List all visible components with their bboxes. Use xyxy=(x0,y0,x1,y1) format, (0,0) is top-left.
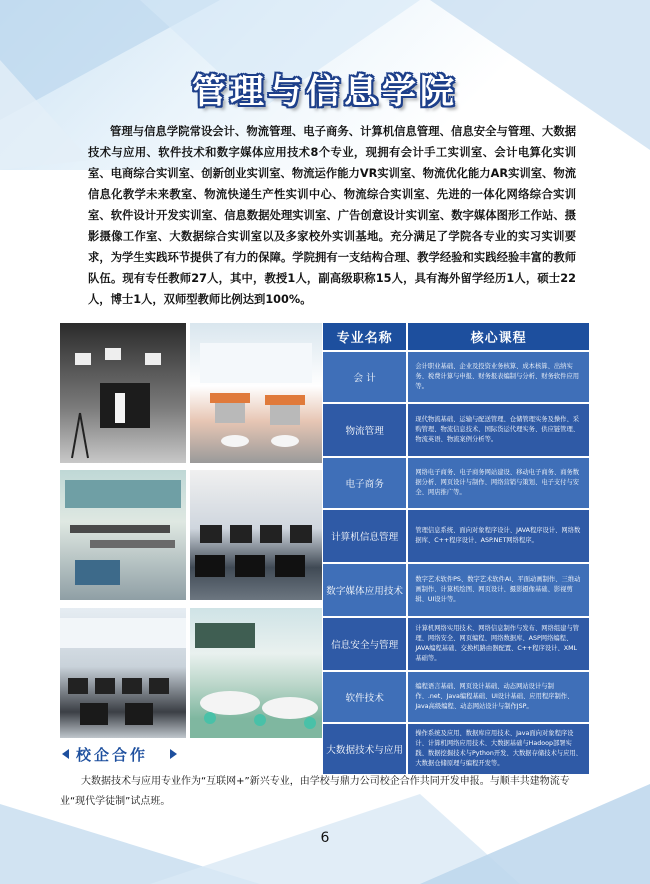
course-cell: 现代物流基础、运输与配送管理、仓储管理实务及操作、采购管理、物流信息技术、国际货运代理实务、供应链管理、物流英语、物流案例分析等。 xyxy=(408,404,589,456)
table-header xyxy=(323,323,589,350)
major-cell: 数字媒体应用技术 xyxy=(323,564,408,616)
course-cell: 管理信息系统、面向对象程序设计、JAVA程序设计、网络数据库、C++程序设计、ASP.NET网络程序。 xyxy=(408,510,589,562)
coop-paragraph: 大数据技术与应用专业作为“互联网+”新兴专业，由学校与鼎力公司校企合作共同开发申报。与顺丰共建物流专业“现代学徒制”试点班。 xyxy=(60,776,570,807)
major-cell: 会 计 xyxy=(323,352,408,402)
table-row xyxy=(323,404,589,456)
table-row xyxy=(323,458,589,508)
course-cell: 计算机网络实用技术、网络信息制作与发布、网络组建与管理、网络安全、网页编程、网络数据库、ASP网络编程、JAVA编程基础、交换机路由器配置、C++程序设计、XML基础等。 xyxy=(408,618,589,670)
course-cell: 网络电子商务、电子商务网站建设、移动电子商务、商务数据分析、网页设计与制作、网络营销与策划、电子支付与安全、网店推广等。 xyxy=(408,458,589,508)
major-cell: 信息安全与管理 xyxy=(323,618,408,670)
course-cell: 操作系统及应用、数据库应用技术、Java面向对象程序设计、计算机网络应用技术、大数据基础与Hadoop部署实践、数据挖掘技术与Python开发、大数据存储技术与应用、大数据仓储原理与编程开发等。 xyxy=(408,724,589,774)
photo-grid xyxy=(60,323,322,738)
group-lab-photo xyxy=(190,608,322,738)
studio-photo xyxy=(60,323,186,463)
major-course-table xyxy=(323,323,589,774)
major-cell: 电子商务 xyxy=(323,458,408,508)
page-number: 6 xyxy=(320,830,330,846)
intro-paragraph: 管理与信息学院常设会计、物流管理、电子商务、计算机信息管理、信息安全与管理、大数据技术与应用、软件技术和数字媒体应用技术8个专业，现拥有会计手工实训室、会计电算化实训室、电商综合实训室、创新创业实训室、物流运作能力VR实训室、物流优化能力AR实训室、物流信息化教学未来教室、物流快递生产性实训中心、物流综合实训室、先进的一体化网络综合实训室、软件设计开发实训室、信息数据处理实训室、广告创意设计实训室、数字媒体图形工作站、摄影摄像工作室、大数据综合实训室以及多家校外实训基地。充分满足了学院各专业的实习实训要求，为学生实践环节提供了有力的保障。学院拥有一支结构合理、教学经验和实践经验丰富的教师队伍。现有专任教师27人，其中，教授1人，副高级职称15人，具有海外留学经历1人，硕士22人，博士1人，双师型教师比例达到100%。 xyxy=(88,125,576,306)
computer-room-photo xyxy=(60,608,186,738)
classroom-photo xyxy=(190,323,322,463)
course-cell: 编程语言基础、网页设计基础、动态网站设计与制作、.net、Java编程基础、UI设计基础、应用程序制作、Java高级编程、动态网站设计与制作JSP。 xyxy=(408,672,589,722)
page-title: 管理与信息学院 xyxy=(192,72,458,112)
right-triangle-icon xyxy=(170,749,177,759)
course-cell: 会计职业基础、企业及投资业务核算、成本核算、出纳实务、税费计算与申报、财务报表编制与分析、财务软件应用等。 xyxy=(408,352,589,402)
course-cell: 数字艺术软件PS、数字艺术软件AI、平面动画制作、三维动画制作、计算机绘图、网页设计、摄影摄像基础、影视剪辑、UI设计等。 xyxy=(408,564,589,616)
coop-heading: 校企合作 xyxy=(76,746,149,764)
table-row xyxy=(323,672,589,722)
header-courses: 核心课程 xyxy=(408,323,589,350)
major-cell: 大数据技术与应用 xyxy=(323,724,408,774)
major-cell: 软件技术 xyxy=(323,672,408,722)
table-row xyxy=(323,510,589,562)
table-row xyxy=(323,352,589,402)
major-cell: 物流管理 xyxy=(323,404,408,456)
table-row xyxy=(323,618,589,670)
computer-lab-photo xyxy=(190,470,322,600)
left-triangle-icon xyxy=(62,749,69,759)
header-major: 专业名称 xyxy=(323,323,408,350)
logistics-lab-photo xyxy=(60,470,186,600)
major-cell: 计算机信息管理 xyxy=(323,510,408,562)
table-row xyxy=(323,724,589,774)
table-row xyxy=(323,564,589,616)
